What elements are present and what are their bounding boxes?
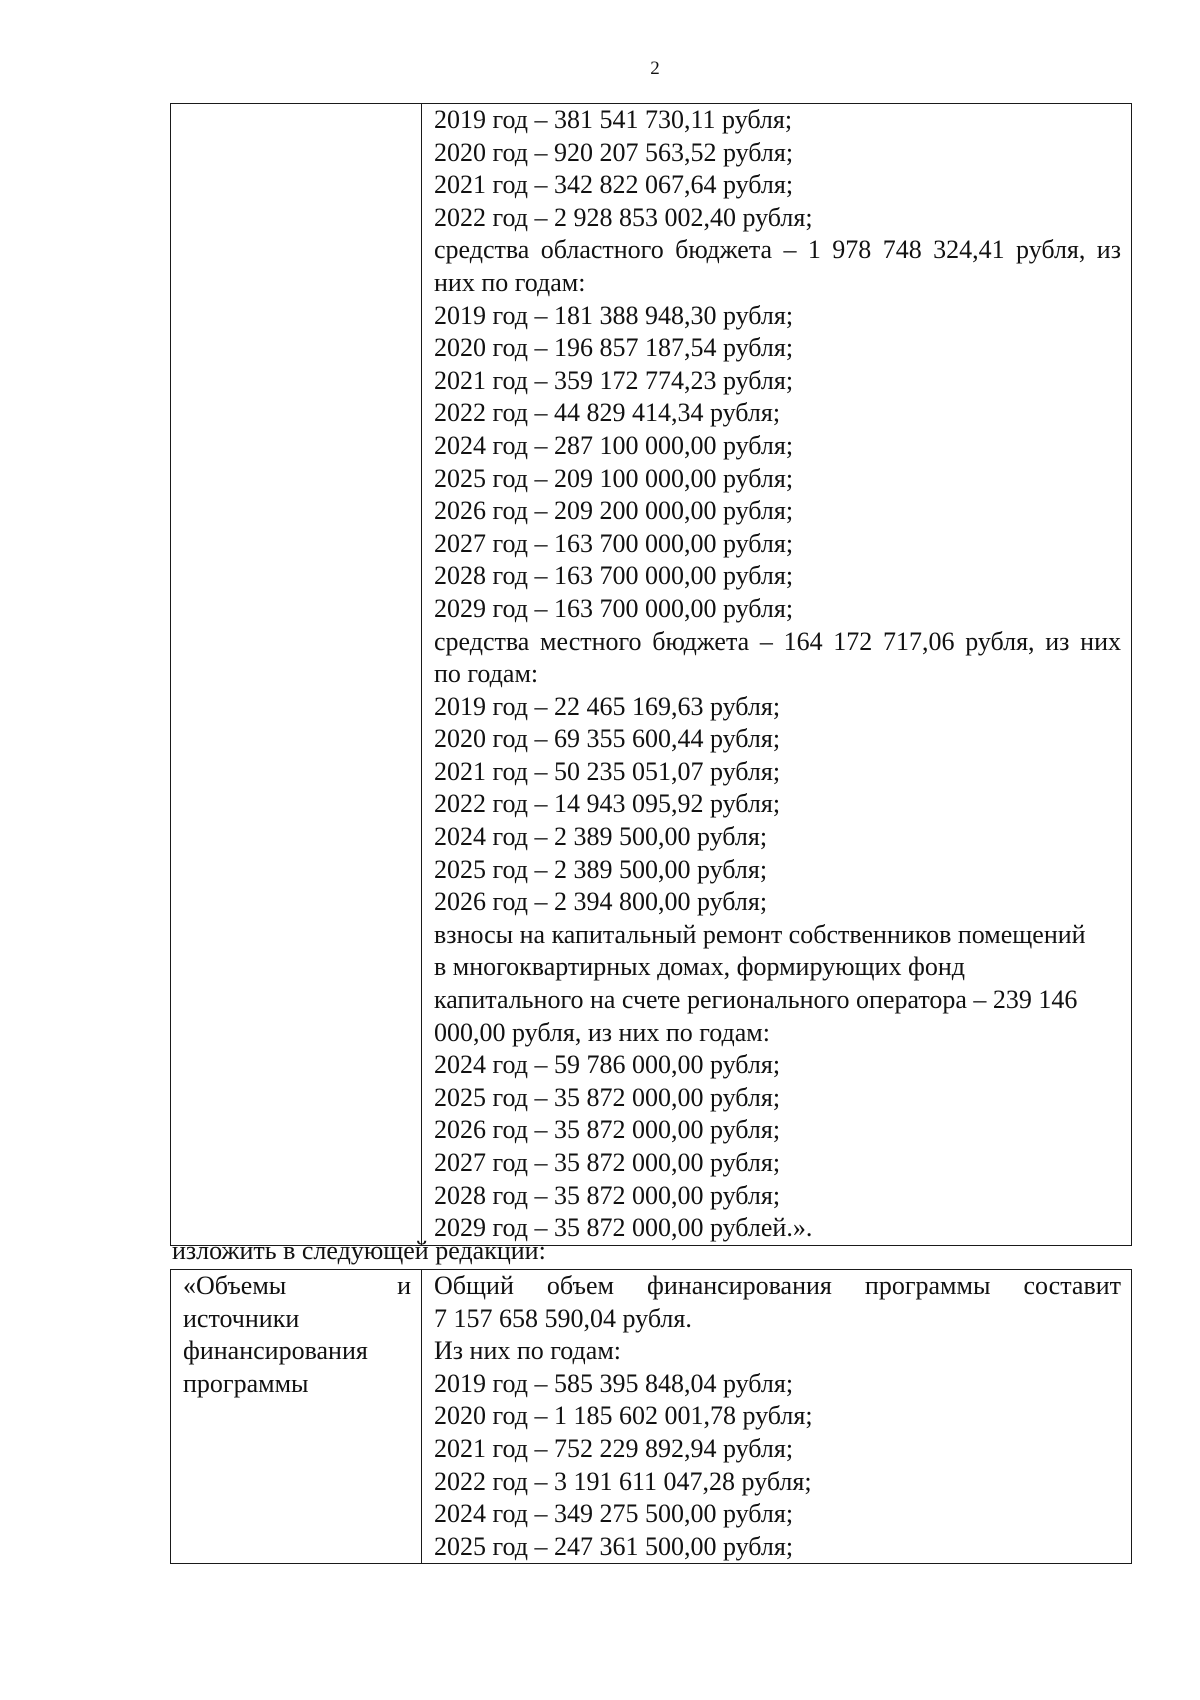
funding-line: 2027 год – 163 700 000,00 рубля; bbox=[434, 528, 794, 558]
funding-line: 2026 год – 35 872 000,00 рубля; bbox=[434, 1115, 781, 1145]
funding-line: 2019 год – 22 465 169,63 рубля; bbox=[434, 691, 781, 721]
funding-line: 2024 год – 287 100 000,00 рубля; bbox=[434, 430, 794, 460]
repair-contributions-heading-cont: капитального на счете регионального оператора – 239 146 bbox=[434, 985, 1078, 1015]
funding-line: 2020 год – 69 355 600,44 рубля; bbox=[434, 724, 781, 754]
funding-line: 2020 год – 920 207 563,52 рубля; bbox=[434, 137, 794, 167]
table-row bbox=[171, 104, 1132, 1246]
funding-details-cell bbox=[422, 104, 1132, 1246]
funding-line: 2022 год – 3 191 611 047,28 рубля; bbox=[434, 1466, 812, 1496]
funding-line: 2022 год – 44 829 414,34 рубля; bbox=[434, 398, 781, 428]
funding-line: 2021 год – 342 822 067,64 рубля; bbox=[434, 170, 794, 200]
funding-line: 2027 год – 35 872 000,00 рубля; bbox=[434, 1148, 781, 1177]
funding-line: 2021 год – 359 172 774,23 рубля; bbox=[434, 365, 794, 395]
funding-line: 2026 год – 209 200 000,00 рубля; bbox=[434, 496, 794, 526]
connector-text: изложить в следующей редакции: bbox=[172, 1236, 546, 1265]
funding-line: 2019 год – 381 541 730,11 рубля; bbox=[434, 105, 793, 134]
table-row bbox=[171, 1270, 1132, 1564]
funding-details-cell bbox=[422, 1270, 1132, 1564]
label-line: программы bbox=[183, 1368, 309, 1398]
local-budget-heading-cont: по годам: bbox=[434, 659, 539, 689]
funding-line: 2026 год – 2 394 800,00 рубля; bbox=[434, 887, 768, 917]
funding-line: 2024 год – 59 786 000,00 рубля; bbox=[434, 1050, 781, 1080]
funding-line: 2028 год – 35 872 000,00 рубля; bbox=[434, 1180, 781, 1210]
label-line: источники bbox=[183, 1303, 300, 1333]
local-budget-heading: средства местного бюджета – 164 172 717,06 рубля, из них bbox=[434, 626, 1121, 656]
funding-line: 2022 год – 2 928 853 002,40 рубля; bbox=[434, 202, 813, 232]
repair-contributions-heading-cont: в многоквартирных домах, формирующих фонд bbox=[434, 952, 965, 982]
funding-line: 2028 год – 163 700 000,00 рубля; bbox=[434, 561, 794, 591]
label-line: финансирования bbox=[183, 1336, 368, 1366]
funding-table-old bbox=[170, 103, 1132, 1246]
repair-contributions-heading-cont: 000,00 рубля, из них по годам: bbox=[434, 1017, 770, 1047]
funding-line: 2022 год – 14 943 095,92 рубля; bbox=[434, 789, 781, 819]
by-years-heading: Из них по годам: bbox=[434, 1336, 622, 1366]
funding-line: 2025 год – 35 872 000,00 рубля; bbox=[434, 1082, 781, 1112]
funding-line: 2029 год – 163 700 000,00 рубля; bbox=[434, 593, 794, 623]
funding-line: 2021 год – 50 235 051,07 рубля; bbox=[434, 756, 781, 786]
funding-line: 2024 год – 349 275 500,00 рубля; bbox=[434, 1499, 794, 1529]
funding-line: 2025 год – 2 389 500,00 рубля; bbox=[434, 854, 768, 884]
funding-line: 2019 год – 585 395 848,04 рубля; bbox=[434, 1368, 794, 1398]
funding-line: 2025 год – 247 361 500,00 рубля; bbox=[434, 1531, 794, 1561]
funding-line: 2024 год – 2 389 500,00 рубля; bbox=[434, 822, 768, 852]
total-funding-amount: 7 157 658 590,04 рубля. bbox=[434, 1303, 692, 1333]
regional-budget-heading-cont: них по годам: bbox=[434, 267, 586, 297]
regional-budget-heading: средства областного бюджета – 1 978 748 324,41 рубля, из bbox=[434, 235, 1121, 265]
page-number: 2 bbox=[650, 58, 660, 79]
funding-line: 2020 год – 196 857 187,54 рубля; bbox=[434, 333, 794, 363]
funding-line: 2021 год – 752 229 892,94 рубля; bbox=[434, 1433, 794, 1463]
repair-contributions-heading: взносы на капитальный ремонт собственников помещений bbox=[434, 919, 1086, 949]
label-cell-empty bbox=[171, 104, 422, 1246]
label-cell bbox=[171, 1270, 422, 1564]
total-funding-heading: Общий объем финансирования программы составит bbox=[434, 1271, 1121, 1300]
funding-line: 2025 год – 209 100 000,00 рубля; bbox=[434, 463, 794, 493]
funding-line: 2020 год – 1 185 602 001,78 рубля; bbox=[434, 1401, 813, 1431]
funding-table-new bbox=[170, 1269, 1132, 1564]
funding-line: 2019 год – 181 388 948,30 рубля; bbox=[434, 300, 794, 330]
label-line: «Объемы и bbox=[183, 1271, 411, 1300]
funding-line: 2029 год – 35 872 000,00 рублей.». bbox=[434, 1213, 813, 1243]
